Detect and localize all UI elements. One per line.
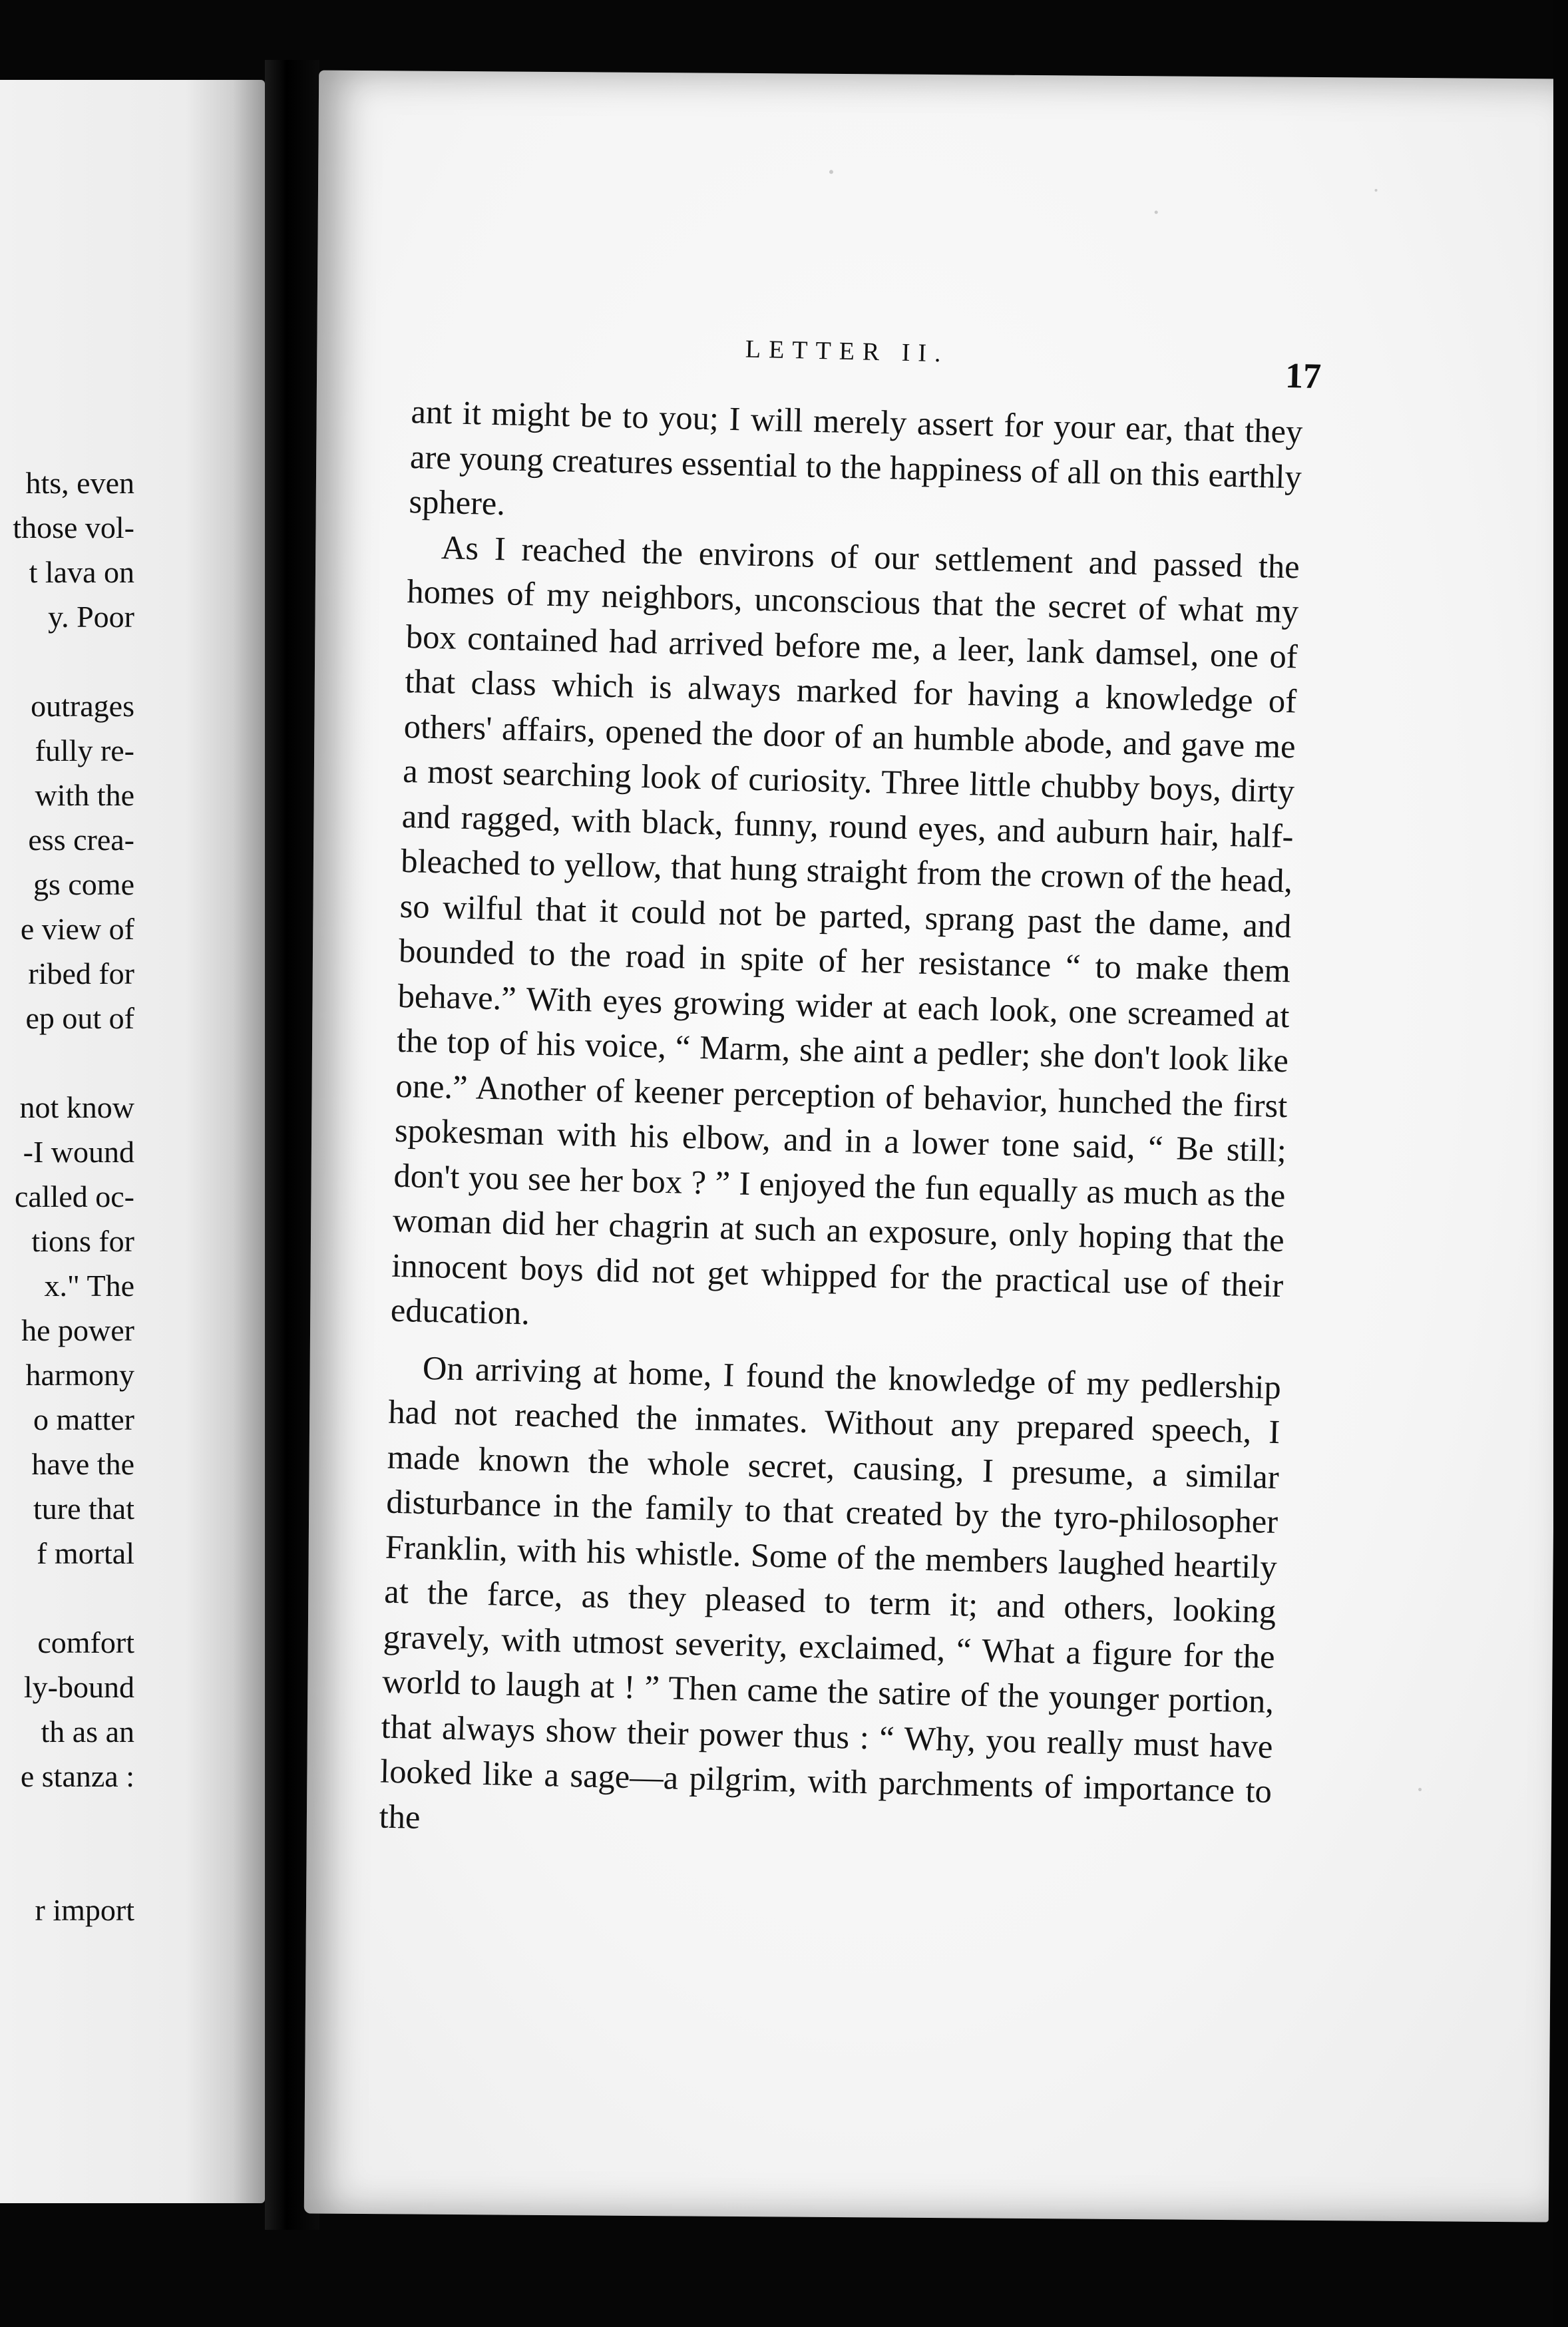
previous-page-line: r import: [35, 1893, 134, 1927]
previous-page-line: ep out of: [25, 1001, 134, 1035]
previous-page-line: fully re-: [35, 734, 134, 767]
running-head: LETTER II.: [745, 335, 950, 368]
previous-page-line: he power: [21, 1313, 134, 1347]
previous-page-line: x." The: [44, 1269, 134, 1303]
previous-page-line: ly-bound: [23, 1670, 134, 1704]
previous-page-line: called oc-: [14, 1179, 134, 1213]
paragraph-continued: ant it might be to you; I will merely assert for your ear, that they are young creatures essential to the happiness of all on this earthly sphere.: [408, 393, 1303, 523]
previous-page-line: f mortal: [37, 1536, 134, 1570]
previous-page-line: hts, even: [25, 466, 134, 500]
previous-page-line: comfort: [37, 1625, 134, 1659]
previous-page-line: e view of: [20, 912, 134, 946]
previous-page-line: gs come: [33, 867, 134, 901]
previous-page-line: [13, 1798, 134, 1843]
previous-page-line: -I wound: [23, 1135, 134, 1169]
previous-page-line: [13, 1843, 134, 1888]
paper-speck: [1375, 189, 1378, 192]
previous-page-text: [13, 461, 134, 1932]
paper-speck: [829, 170, 833, 174]
page-body: [379, 389, 1303, 1859]
previous-page-line: o matter: [33, 1402, 134, 1436]
previous-page-line: [13, 1576, 134, 1620]
current-page: [304, 71, 1563, 2222]
previous-page-line: with the: [35, 778, 134, 812]
previous-page-line: th as an: [41, 1715, 134, 1749]
previous-page-line: ess crea-: [28, 823, 134, 857]
previous-page-line: not know: [19, 1090, 134, 1124]
previous-page-line: harmony: [25, 1358, 134, 1392]
paragraph: As I reached the environs of our settlement and passed the homes of my neighbors, unconscious that the secret of what my box contained had arrived before me, a leer, lank damsel, one of that class which is always marked for having a knowledge of others' affairs, opened the door of an humble abode, and gave me a most searching look of curiosity. Three little chubby boys, dirty and ragged, with black, funny, round eyes, and auburn hair, half-bleached to yellow, that hung straight from the crown of the head, so wilful that it could not be parted, sprang past the dame, and bounded to the road in spite of her resistance “ to make them behave.” With eyes growing wider at each look, one screamed at the top of his voice, “ Marm, she aint a pedler; she don't look like one.” Another of keener perception of behavior, hunched the first spokesman with his elbow, and in a lower tone said, “ Be still; don't you see her box ? ” I enjoyed the fun equally as much as the woman did her chagrin at such an exposure, only hoping that the innocent boys did not get whipped for the practical use of their education.: [390, 528, 1300, 1332]
previous-page-line: ribed for: [28, 956, 134, 990]
previous-page-line: t lava on: [29, 555, 134, 589]
previous-page-line: those vol-: [13, 511, 134, 544]
scan-border: [1553, 0, 1568, 2327]
paper-speck: [1418, 1788, 1422, 1791]
previous-page: [0, 80, 265, 2203]
previous-page-line: [13, 1040, 134, 1085]
paragraph: On arriving at home, I found the knowledge of my pedlership had not reached the inmates. Without any prepared speech, I made known the whole secret, causing, I presume, a similar disturbance in the family to that created by the tyro-philosopher Franklin, with his whistle. Some of the members laughed heartily at the farce, as they pleased to term it; and others, looking gravely, with utmost severity, exclaimed, “ What a figure for the world to laugh at ! ” Then came the satire of the younger portion, that always show their power thus : “ Why, you really must have looked like a sage—a pilgrim, with parchments of importance to the: [379, 1349, 1282, 1836]
previous-page-line: [13, 639, 134, 684]
previous-page-line: y. Poor: [48, 600, 134, 634]
previous-page-line: outrages: [31, 689, 134, 723]
previous-page-line: ture that: [33, 1492, 134, 1526]
page-number: 17: [1284, 355, 1322, 397]
previous-page-line: e stanza :: [20, 1759, 134, 1793]
paper-speck: [1155, 210, 1158, 214]
previous-page-line: have the: [31, 1447, 134, 1481]
previous-page-line: tions for: [31, 1224, 134, 1258]
